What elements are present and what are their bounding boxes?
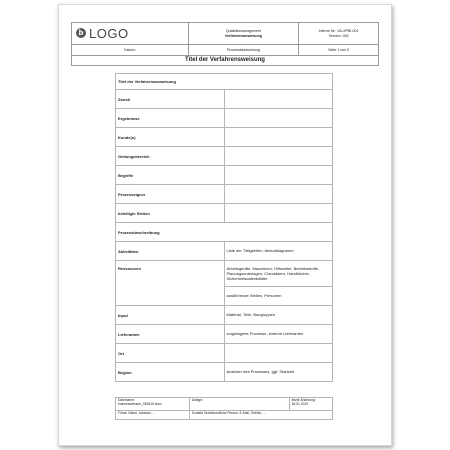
prozess-label: Prozessbezeichnung	[188, 45, 299, 56]
footer-firma: Firma: Name, Adresse, ...	[116, 411, 190, 420]
logo-cell	[72, 23, 189, 45]
version: Version: 000	[328, 33, 349, 38]
doc-id: Interne Nr.: VA-XPBI-001	[318, 28, 359, 33]
document-title: Titel der Verfahrensweisung	[71, 55, 379, 66]
document-page	[58, 4, 392, 446]
row-ort-value[interactable]	[224, 344, 333, 363]
category-cell	[188, 23, 299, 45]
row-zweck-value[interactable]	[224, 90, 333, 109]
footer-aenderung	[289, 398, 332, 411]
aenderung-label: letzte Änderung:	[291, 398, 316, 402]
document-footer	[115, 397, 333, 420]
row-begriffe-value[interactable]	[224, 166, 333, 185]
row-aktivitaeten-label: Aktivitäten	[116, 242, 225, 261]
row-ressourcen-value[interactable]: Arbeitsgeräte, Maschinen, Hilfsmittel, Betriebsstoffe, Planungsunterlagen, Checklisten, Handbücher, Sicherheitsdatenblätter	[224, 261, 333, 287]
row-aktivitaeten-value[interactable]: Liste der Tätigkeiten, Ablaufdiagramm	[224, 242, 333, 261]
anlage-label: Anlage:	[191, 398, 203, 402]
category-line1: Qualitätsmanagement	[225, 28, 261, 33]
footer-kontakt: Kontakt Verantwortliche Person: E-Mail, Telefon, ...	[189, 411, 332, 420]
row-lieferanten-value[interactable]: vorgelagerte Prozesse, externe Lieferanten	[224, 325, 333, 344]
datum-label: Datum:	[72, 45, 189, 56]
row-prozesseigner-label: Prozesseigner	[116, 185, 225, 204]
row-prozesseigner-value[interactable]	[224, 185, 333, 204]
doc-id-cell	[299, 23, 379, 45]
category-line2: Verfahrensanweisung	[224, 33, 262, 38]
footer-dateiname	[116, 398, 190, 411]
row-beginn-value[interactable]: Auslöser des Prozesses, ggf. Startzeit	[224, 363, 333, 382]
row-input-value[interactable]: Material, Teile, Baugruppen	[224, 306, 333, 325]
footer-anlage	[189, 398, 289, 411]
logo-icon: b	[76, 28, 86, 38]
form-title-row: Titel der Verfahrensanweisung	[116, 74, 333, 90]
row-ressourcen-label: Ressourcen	[116, 261, 225, 306]
procedure-form	[115, 73, 333, 382]
page-number: Seite 1 von 2	[299, 45, 379, 56]
dateiname-value: businesswissen_981816.docx	[118, 401, 162, 406]
row-beginn-label: Beginn	[116, 363, 225, 382]
row-geltungsbereich-label: Geltungsbereich	[116, 147, 225, 166]
row-input-label: Input	[116, 306, 225, 325]
row-kunden-label: Kunde(n)	[116, 128, 225, 147]
row-beteiligte-stellen-label: beteiligte Stellen	[116, 204, 225, 223]
row-ort-label: Ort	[116, 344, 225, 363]
dateiname-label: Dateiname:	[118, 398, 135, 402]
document-header	[71, 22, 379, 55]
row-ergebnisse-label: Ergebnisse	[116, 109, 225, 128]
row-lieferanten-label: Lieferanten	[116, 325, 225, 344]
logo-text: LOGO	[89, 25, 129, 41]
aenderung-value: 18.01.2019	[291, 401, 309, 406]
row-zweck-label: Zweck	[116, 90, 225, 109]
row-beteiligte-stellen-value[interactable]	[224, 204, 333, 223]
row-kunden-value[interactable]	[224, 128, 333, 147]
section-prozessbeschreibung: Prozessbeschreibung	[116, 223, 333, 242]
row-ergebnisse-value[interactable]	[224, 109, 333, 128]
row-geltungsbereich-value[interactable]	[224, 147, 333, 166]
row-ressourcen-extra[interactable]: ausführende Stellen, Personen	[224, 287, 333, 306]
row-begriffe-label: Begriffe	[116, 166, 225, 185]
